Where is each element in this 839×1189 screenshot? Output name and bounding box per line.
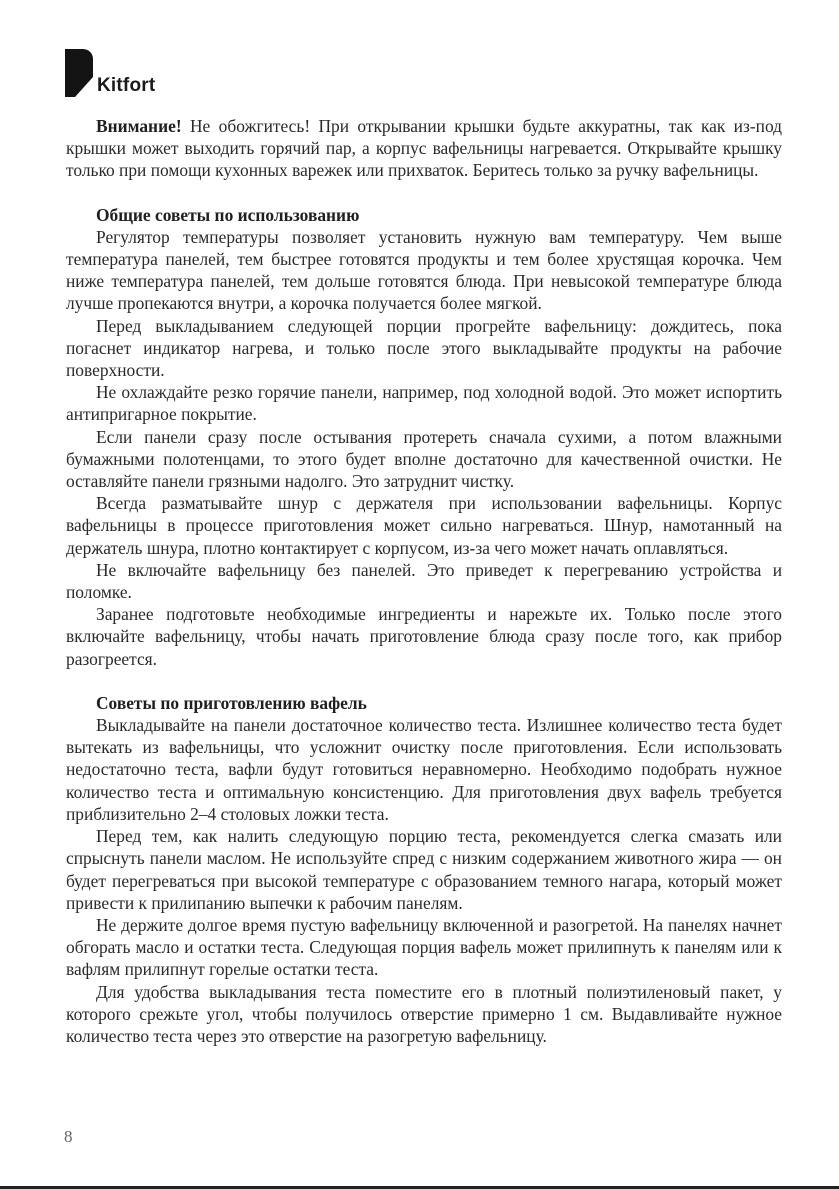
paragraph: Перед выкладыванием следующей порции прогрейте вафельницу: дождитесь, пока погаснет индикатор нагрева, и только после этого выкладывайте продукты на рабочие поверхности. (66, 315, 782, 381)
paragraph: Если панели сразу после остывания протереть сначала сухими, а потом влажными бумажными полотенцами, то этого будет вполне достаточно для качественной очистки. Не оставляйте панели грязными надолго. Это затруднит чистку. (66, 426, 782, 492)
paragraph: Не включайте вафельницу без панелей. Это приведет к перегреванию устройства и поломке. (66, 559, 782, 603)
paragraph: Не охлаждайте резко горячие панели, например, под холодной водой. Это может испортить антипригарное покрытие. (66, 382, 782, 425)
paragraph: Выкладывайте на панели достаточное количество теста. Излишнее количество теста будет вытекать из вафельницы, что усложнит очистку после приготовления. Если использовать недостаточно теста, вафли будут готовиться неравномерно. Необходимо подобрать нужное количество теста и оптимальную консистенцию. Для приготовления двух вафель требуется приблизительно 2–4 столовых ложки теста. (66, 715, 782, 824)
paragraph: Не держите долгое время пустую вафельницу включенной и разогретой. На панелях начнет обгорать масло и остатки теста. Следующая порция вафель может прилипнуть к панелям или к вафлям прилипнут горелые остатки теста. (66, 914, 782, 980)
paragraph: Перед тем, как налить следующую порцию теста, рекомендуется слегка смазать или спрыснуть панели маслом. Не используйте спред с низким содержанием животного жира — он будет перегреваться при высокой температуре с образованием темного нагара, который может привести к прилипанию выпечки к рабочим панелям. (66, 826, 782, 913)
warning-label: Внимание! (96, 116, 182, 136)
brand-name: Kitfort (97, 75, 156, 96)
warning-text: Не обожгитесь! При открывании крышки будьте аккуратны, так как из-под крышки может выходить горячий пар, а корпус вафельницы нагревается. Открывайте крышку только при помощи кухонных варежек или прихваток. Беритесь только за ручку вафельницы. (66, 116, 782, 181)
page-content (66, 115, 782, 1047)
paragraph: Регулятор температуры позволяет установить нужную вам температуру. Чем выше температура панелей, тем быстрее готовятся продукты и тем более хрустящая корочка. Чем ниже температура панелей, тем дольше готовятся блюда. При невысокой температуре блюда лучше пропекаются внутри, а корочка получается более мягкой. (66, 226, 782, 314)
paragraph: Заранее подготовьте необходимые ингредиенты и нарежьте их. Только после этого включайте вафельницу, чтобы начать приготовление блюда сразу после того, как прибор разогреется. (66, 604, 782, 669)
brand-logo (63, 47, 155, 99)
paragraph: Для удобства выкладывания теста поместите его в плотный полиэтиленовый пакет, у которого срежьте угол, чтобы получилось отверстие примерно 1 см. Выдавливайте нужное количество теста через это отверстие на разогретую вафельницу. (66, 981, 782, 1046)
warning-paragraph (66, 115, 782, 182)
page-number: 8 (64, 1127, 73, 1146)
section-heading-waffle-tips: Советы по приготовлению вафель (96, 692, 367, 713)
paragraph: Всегда разматывайте шнур с держателя при использовании вафельницы. Корпус вафельницы в процессе приготовления может сильно нагреваться. Шнур, намотанный на держатель шнура, плотно контактирует с корпусом, из-за чего может начать оплавляться. (66, 493, 782, 558)
kitfort-logo-icon (63, 47, 95, 99)
section-heading-general-tips: Общие советы по использованию (96, 204, 360, 225)
